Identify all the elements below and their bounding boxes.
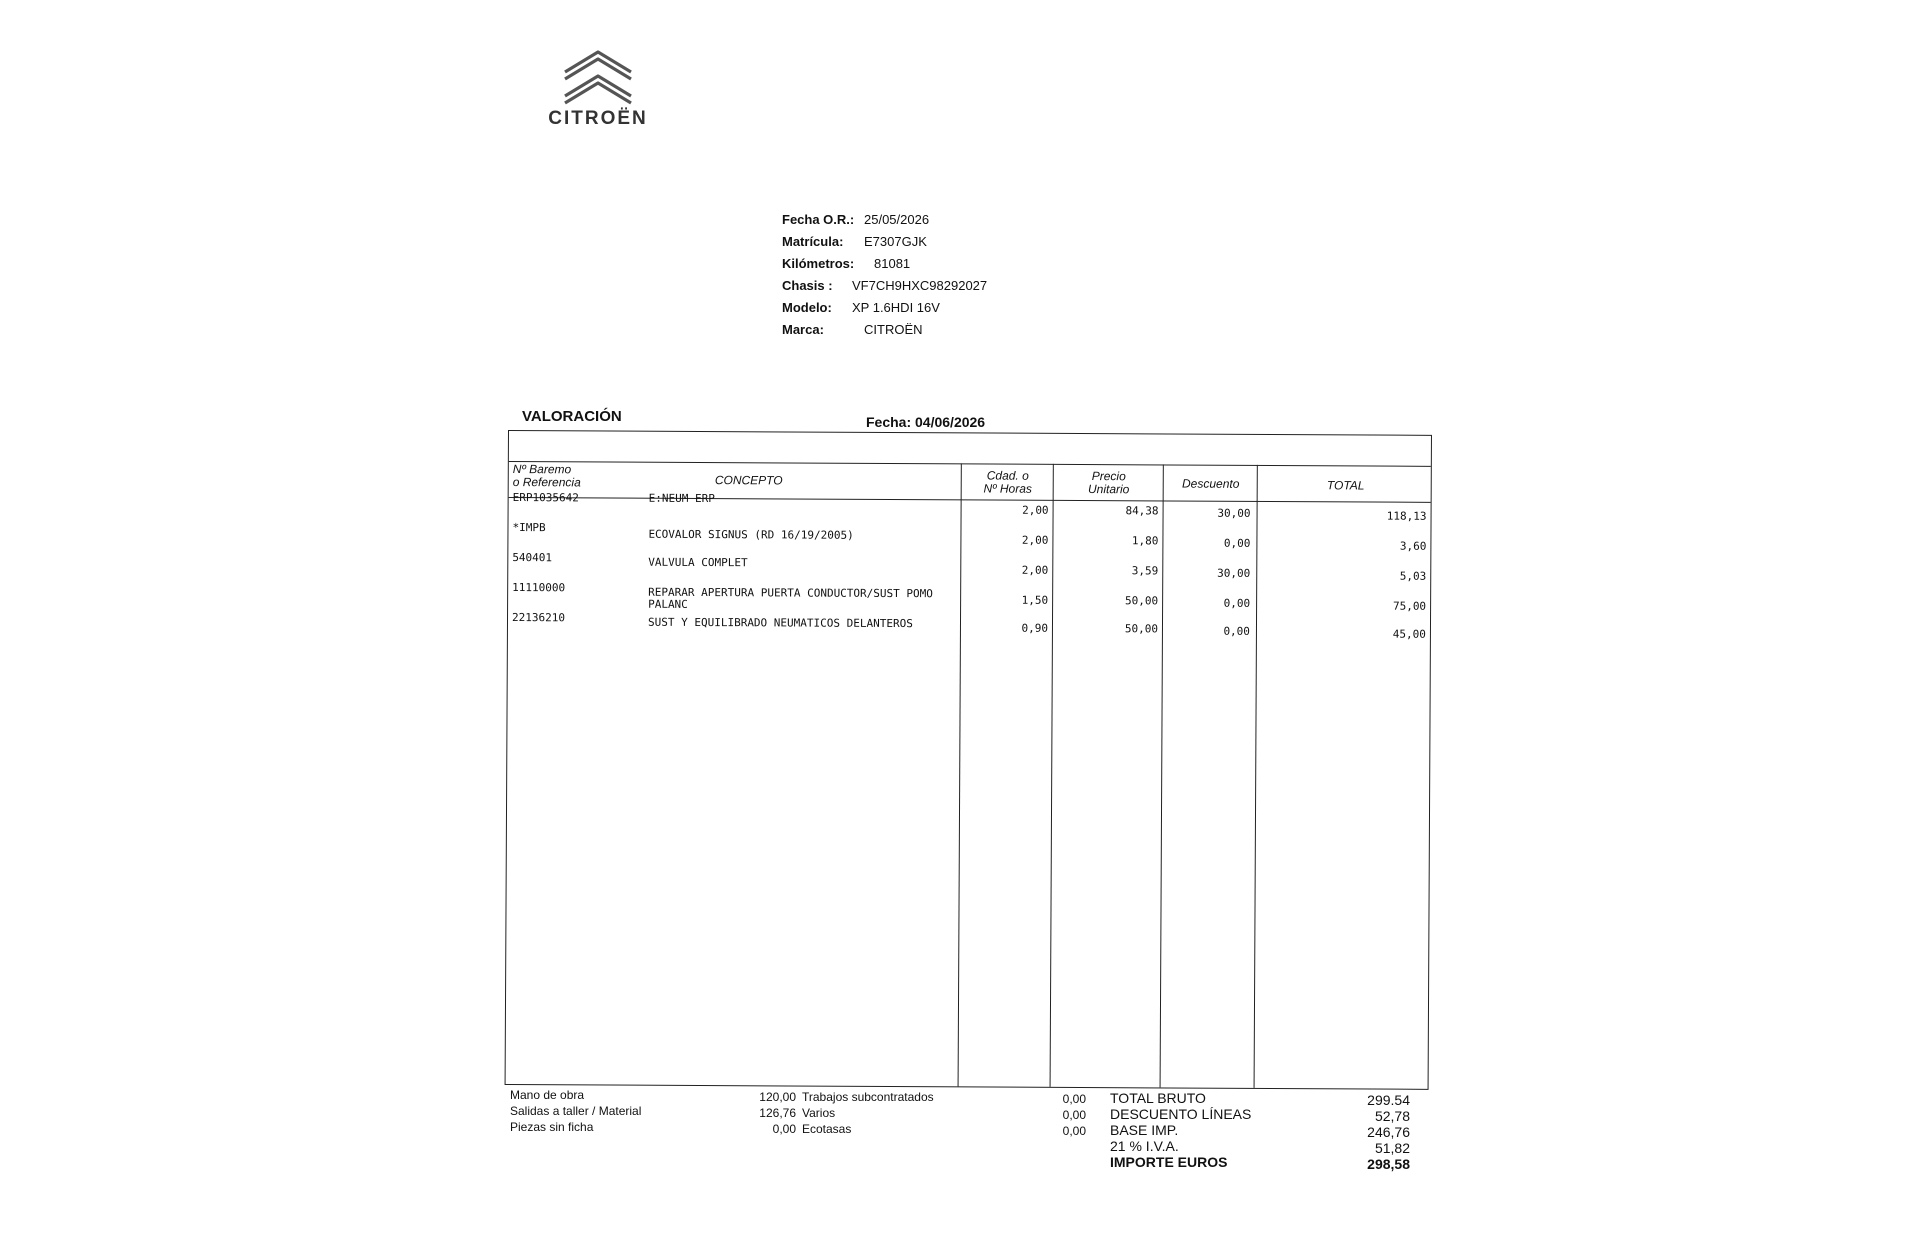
row-2-qty: 2,00 <box>1021 533 1049 547</box>
make-value: CITROËN <box>864 322 923 337</box>
row-4-discount: 0,00 <box>1223 596 1251 610</box>
gross-total-label: TOTAL BRUTO <box>1110 1090 1206 1106</box>
citroen-logo <box>533 46 663 136</box>
row-4-concept-cont: PALANC <box>648 597 688 611</box>
valuation-title: VALORACIÓN <box>522 408 622 425</box>
row-3-qty: 2,00 <box>1021 563 1049 577</box>
row-2-price: 1,80 <box>1131 534 1159 548</box>
order-date-label: Fecha O.R.: <box>782 212 855 227</box>
row-2-ref: *IMPB <box>512 521 546 535</box>
row-1-ref: ERP1035642 <box>512 491 579 505</box>
row-3-price: 3,59 <box>1131 564 1159 578</box>
chassis-row <box>782 278 988 293</box>
line-discount-label: DESCUENTO LÍNEAS <box>1110 1106 1252 1122</box>
row-4-total: 75,00 <box>1392 599 1427 613</box>
row-2-concept: ECOVALOR SIGNUS (RD 16/19/2005) <box>648 527 854 542</box>
header-ref: Nº Baremo o Referencia <box>512 462 581 490</box>
col-divider-total <box>1254 465 1258 1088</box>
valuation-date: Fecha: 04/06/2026 <box>866 414 986 430</box>
col-divider-discount <box>1160 464 1164 1087</box>
ecotax-label: Ecotasas <box>802 1122 852 1136</box>
header-total: TOTAL <box>1326 478 1365 493</box>
row-4-price: 50,00 <box>1124 594 1159 608</box>
header-qty: Cdad. o Nº Horas <box>983 468 1032 496</box>
make-label: Marca: <box>782 322 824 337</box>
parts-label: Piezas sin ficha <box>510 1120 594 1134</box>
row-3-concept: VALVULA COMPLET <box>648 555 748 570</box>
row-5-qty: 0,90 <box>1021 621 1049 635</box>
ecotax-value: 0,00 <box>1062 1124 1086 1138</box>
row-1-concept: E:NEUM ERP <box>648 491 715 506</box>
row-3-discount: 30,00 <box>1217 566 1251 580</box>
labour-label: Mano de obra <box>510 1088 585 1102</box>
header-discount: Descuento <box>1182 476 1240 491</box>
km-value: 81081 <box>874 256 911 271</box>
gross-total-value: 299.54 <box>1367 1092 1410 1108</box>
plate-label: Matrícula: <box>782 234 844 249</box>
header-price: Precio Unitario <box>1087 469 1130 497</box>
col-divider-qty <box>958 463 962 1086</box>
row-4-qty: 1,50 <box>1021 593 1049 607</box>
model-row <box>782 300 940 315</box>
material-value: 126,76 <box>759 1106 796 1120</box>
vat-value: 51,82 <box>1374 1140 1410 1156</box>
misc-label: Varios <box>802 1106 836 1120</box>
material-label: Salidas a taller / Material <box>510 1104 642 1118</box>
row-1-price: 84,38 <box>1125 504 1159 518</box>
km-label: Kilómetros: <box>782 256 855 271</box>
row-1-discount: 30,00 <box>1217 506 1251 520</box>
misc-value: 0,00 <box>1062 1108 1086 1122</box>
header-top-line <box>509 461 1431 467</box>
row-1-total: 118,13 <box>1386 509 1427 523</box>
row-2-total: 3,60 <box>1399 539 1427 553</box>
parts-value: 0,00 <box>772 1122 796 1136</box>
labour-value: 120,00 <box>759 1090 796 1104</box>
plate-row <box>782 234 927 249</box>
row-5-total: 45,00 <box>1392 627 1426 641</box>
row-4-ref: 11110000 <box>512 581 566 595</box>
subcontract-label: Trabajos subcontratados <box>802 1090 934 1104</box>
subcontract-value: 0,00 <box>1062 1092 1086 1106</box>
tax-base-label: BASE IMP. <box>1110 1122 1179 1138</box>
vat-label: 21 % I.V.A. <box>1110 1138 1179 1154</box>
row-3-total: 5,03 <box>1399 569 1427 583</box>
col-divider-price <box>1050 464 1054 1087</box>
row-5-ref: 22136210 <box>511 611 566 625</box>
row-4-concept: REPARAR APERTURA PUERTA CONDUCTOR/SUST POMO <box>648 585 933 601</box>
row-1-qty: 2,00 <box>1022 503 1049 517</box>
total-euros-label: IMPORTE EUROS <box>1110 1154 1228 1170</box>
make-row <box>782 322 923 337</box>
row-5-discount: 0,00 <box>1223 624 1250 638</box>
km-row <box>782 256 911 271</box>
line-discount-value: 52,78 <box>1374 1108 1410 1124</box>
header-bottom-line <box>509 497 1431 503</box>
row-2-discount: 0,00 <box>1223 536 1251 550</box>
tax-base-value: 246,76 <box>1367 1124 1410 1140</box>
header-concept: CONCEPTO <box>714 473 783 488</box>
row-3-ref: 540401 <box>512 551 553 565</box>
total-euros-value: 298,58 <box>1367 1156 1410 1172</box>
chassis-value: VF7CH9HXC98292027 <box>852 278 988 293</box>
order-date-row <box>782 212 930 227</box>
model-label: Modelo: <box>782 300 832 315</box>
order-date-value: 25/05/2026 <box>864 212 930 227</box>
double-chevron-icon <box>559 46 637 108</box>
row-5-price: 50,00 <box>1124 622 1159 636</box>
model-value: XP 1.6HDI 16V <box>852 300 940 315</box>
chassis-label: Chasis : <box>782 278 833 293</box>
valuation-table <box>505 430 1432 1090</box>
row-5-concept: SUST Y EQUILIBRADO NEUMATICOS DELANTEROS <box>647 615 913 631</box>
brand-wordmark: CITROËN <box>548 108 648 129</box>
plate-value: E7307GJK <box>864 234 927 249</box>
